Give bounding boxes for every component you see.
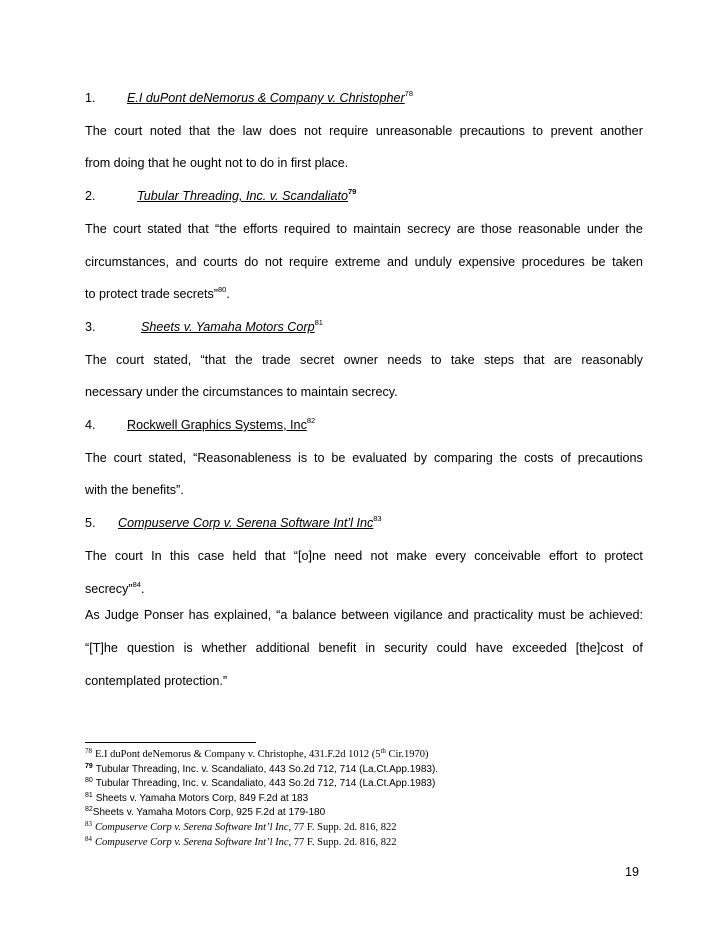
case-number: 1. (85, 91, 96, 105)
case-number: 2. (85, 189, 96, 204)
footnotes (85, 748, 645, 850)
footnote-82: $^{82}$Sheets v. Yamaha Motors Corp, 925 F.2d at 179-180 (85, 806, 326, 819)
case-title: Tubular Threading, Inc. v. Scandaliato (137, 189, 348, 204)
case-number: 5. (85, 516, 96, 531)
footnote-ref: 80 (218, 285, 227, 295)
paragraph-line: from doing that he ought not to do in first place. (85, 156, 349, 171)
footnote-ref: 83 (373, 514, 382, 524)
paragraph-line: with the benefits”. (85, 483, 184, 498)
paragraph-line: necessary under the circumstances to maintain secrecy. (85, 385, 398, 400)
footnote-ref: 84 (132, 579, 141, 589)
case-number: 3. (85, 319, 96, 334)
footnote-79: $^{79}$ Tubular Threading, Inc. v. Scandaliato, 443 So.2d 712, 714 (La.Ct.App.1983). (85, 762, 439, 775)
paragraph-line: The court stated that “the efforts required to maintain secrecy are those reasonable under the (85, 221, 643, 236)
footnote-ref: 79 (347, 187, 357, 197)
case-title: E.I duPont deNemorus & Company v. Christopher (127, 91, 405, 105)
closing-line: “[T]he question is whether additional benefit in security could have exceeded [the]cost of (85, 640, 643, 655)
footnote-ref: 78 (404, 89, 414, 98)
case-title: Rockwell Graphics Systems, Inc (127, 418, 307, 433)
footnote-84: $^{84}$ Compuserve Corp v. Serena Software Int’l Inc, 77 F. Supp. 2d. 816, 822 (85, 834, 397, 848)
case-title: Compuserve Corp v. Serena Software Int’l Inc (118, 516, 374, 531)
footnote-80: $^{80}$ Tubular Threading, Inc. v. Scandaliato, 443 So.2d 712, 714 (La.Ct.App.1983) (85, 777, 436, 790)
case-heading-2 (85, 184, 643, 209)
footnote-ref: 82 (306, 416, 316, 426)
footnote-separator (85, 742, 256, 743)
case-heading-5 (85, 511, 643, 536)
closing-line: As Judge Ponser has explained, “a balance between vigilance and practicality must be achieved: (85, 608, 643, 623)
case-title: Sheets v. Yamaha Motors Corp (141, 319, 315, 334)
paragraph-line: to protect trade secrets”$^{80}$. (85, 285, 230, 302)
page-number: 19 (625, 865, 640, 879)
body-text (85, 86, 643, 693)
paragraph-line: The court noted that the law does not require unreasonable precautions to prevent another (85, 123, 643, 138)
case-heading-4 (85, 413, 643, 438)
case-heading-1 (85, 86, 643, 111)
paragraph-line: secrecy”$^{84}$. (85, 579, 145, 596)
footnote-ref: 81 (314, 317, 323, 327)
paragraph-line: The court stated, “Reasonableness is to be evaluated by comparing the costs of precautions (85, 450, 643, 465)
case-heading-3 (85, 315, 643, 340)
paragraph-line: circumstances, and courts do not require extreme and unduly expensive procedures be taken (85, 254, 643, 269)
paragraph-line: The court In this case held that “[o]ne need not make every conceivable effort to protect (85, 548, 643, 563)
closing-line: contemplated protection.” (85, 673, 228, 688)
case-number: 4. (85, 418, 96, 433)
footnote-78: $^{78}$ E.I duPont deNemorus & Company v. Christophe, 431.F.2d 1012 (5th Cir.1970) (85, 747, 429, 760)
footnote-83: $^{83}$ Compuserve Corp v. Serena Software Int’l Inc, 77 F. Supp. 2d. 816, 822 (85, 819, 397, 833)
paragraph-line: The court stated, “that the trade secret owner needs to take steps that are reasonably (85, 352, 643, 367)
footnote-81: $^{81}$ Sheets v. Yamaha Motors Corp, 849 F.2d at 183 (85, 791, 309, 804)
